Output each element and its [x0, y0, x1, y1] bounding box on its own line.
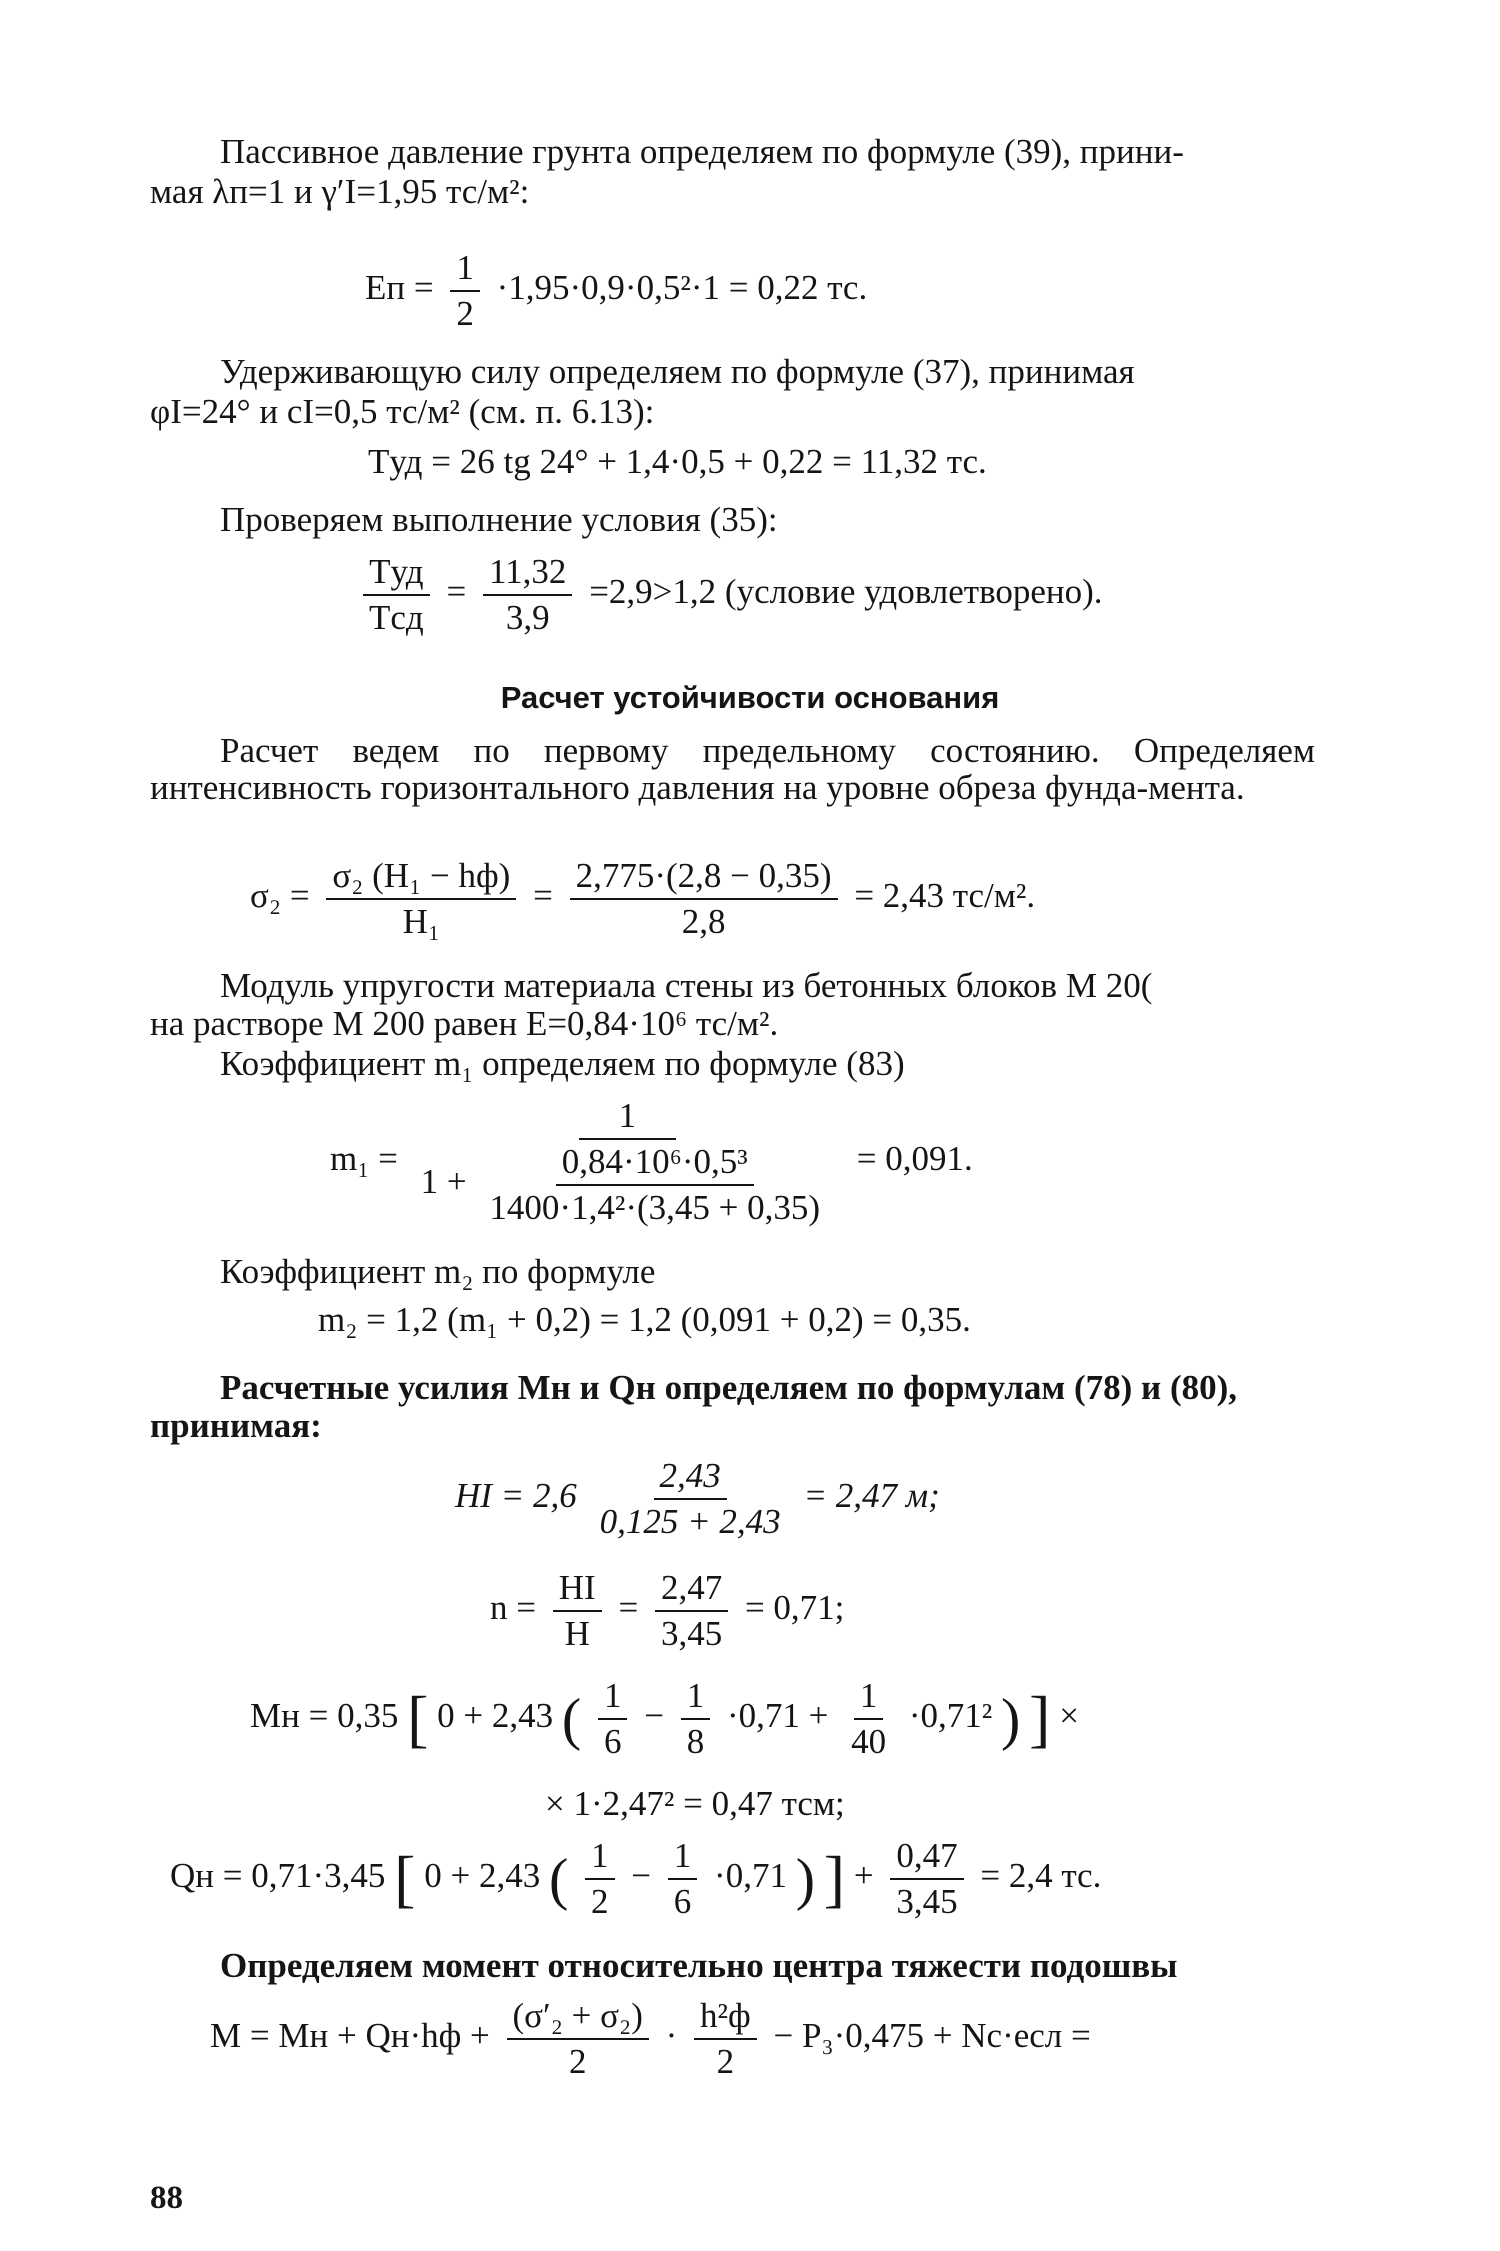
formula-rhs: − P₃·0,475 + Nс·eсл =: [773, 2016, 1091, 2056]
fraction-denominator: Tсд: [369, 598, 424, 637]
fraction: [668, 1836, 698, 1922]
formula-rhs: = 2,47 м;: [803, 1476, 940, 1516]
paragraph-elastic-modulus-line1: Модуль упругости материала стены из бетонных блоков М 20(: [220, 966, 1153, 1005]
formula-lhs: Mн = 0,35: [250, 1696, 399, 1736]
fraction-numerator: h²ф: [694, 1996, 757, 2040]
fraction-numerator: (σ′₂ + σ₂): [507, 1996, 649, 2040]
equals-sign: =: [446, 572, 467, 612]
paragraph-check-condition: Проверяем выполнение условия (35):: [220, 500, 778, 539]
fraction: [694, 1996, 757, 2082]
fraction-numerator: 2,775·(2,8 − 0,35): [570, 856, 838, 900]
formula-m1: [330, 1096, 973, 1228]
formula-lhs: Eп =: [365, 268, 434, 308]
fraction: [483, 552, 572, 638]
paragraph-holding-force-line2: φI=24° и cI=0,5 тс/м² (см. п. 6.13):: [150, 392, 655, 431]
paragraph-holding-force-line1: Удерживающую силу определяем по формуле (37), принимая: [220, 352, 1135, 391]
fraction-numerator: 1: [579, 1096, 677, 1140]
fraction: [585, 1836, 615, 1922]
fraction-denominator: [415, 1140, 840, 1228]
formula-lhs: Qн = 0,71·3,45: [170, 1856, 386, 1896]
paragraph-elastic-modulus-line2: на растворе М 200 равен E=0,84·10⁶ тс/м².: [150, 1004, 779, 1043]
formula-lhs: m₁ =: [330, 1139, 398, 1179]
paragraph-coefficient-m2: Коэффициент m₂ по формуле: [220, 1252, 656, 1291]
paragraph-calculation-intro: Расчет ведем по первому предельному состоянию. Определяем интенсивность горизонтального давления на уровне обреза фунда-мента.: [150, 731, 1315, 807]
fraction-denominator: 6: [673, 1882, 692, 1921]
formula-Mn-continued: × 1·2,47² = 0,47 тсм;: [545, 1784, 845, 1823]
fraction-denominator: 3,9: [505, 598, 550, 637]
formula-rhs: = 0,71;: [744, 1588, 845, 1628]
fraction-denominator: 2,8: [681, 902, 726, 941]
equals-sign: =: [618, 1588, 639, 1628]
fraction: [890, 1836, 963, 1922]
formula-lhs: σ₂ =: [250, 876, 310, 916]
fraction-numerator: HI: [553, 1568, 602, 1612]
fraction-numerator: σ₂ (H₁ − hф): [326, 856, 516, 900]
formula-holding-force: Tуд = 26 tg 24° + 1,4·0,5 + 0,22 = 11,32 тс.: [368, 442, 987, 481]
left-bracket: [: [407, 1683, 429, 1754]
fraction: [450, 248, 480, 334]
left-bracket: [: [394, 1843, 416, 1914]
fraction-denominator: 3,45: [896, 1882, 958, 1921]
formula-lhs: n =: [490, 1588, 536, 1628]
paragraph-passive-pressure-line2: мая λп=1 и γ′I=1,95 тс/м²:: [150, 172, 530, 211]
paragraph-passive-pressure-line1: Пассивное давление грунта определяем по формуле (39), прини-: [220, 132, 1184, 171]
fraction-denominator: 2: [568, 2042, 587, 2081]
inner-fraction: [483, 1142, 826, 1228]
fraction-denominator: 2: [716, 2042, 735, 2081]
fraction: [594, 1456, 787, 1542]
fraction: [326, 856, 516, 942]
fraction: [570, 856, 838, 942]
equals-sign: =: [533, 876, 553, 916]
page-number: 88: [150, 2180, 183, 2216]
formula-m2: m₂ = 1,2 (m₁ + 0,2) = 1,2 (0,091 + 0,2) = 0,35.: [318, 1300, 971, 1339]
fraction-denominator: 0,125 + 2,43: [599, 1502, 781, 1541]
fraction-numerator: Tуд: [363, 552, 429, 596]
formula-rhs: = 2,43 тс/м².: [854, 876, 1036, 916]
left-paren: (: [548, 1846, 569, 1912]
formula-moment: [210, 1996, 1091, 2082]
formula-term: ·0,71 +: [726, 1696, 829, 1736]
fraction: [415, 1096, 840, 1228]
formula-Qn: [170, 1836, 1101, 1922]
fraction-numerator: 1: [681, 1676, 711, 1720]
formula-rhs: ·1,95·0,9·0,5²·1 = 0,22 тс.: [496, 268, 868, 308]
formula-term: 0 + 2,43: [437, 1696, 554, 1736]
paragraph-coefficient-m1: Коэффициент m₁ определяем по формуле (83): [220, 1044, 905, 1083]
fraction: [681, 1676, 711, 1762]
fraction-denominator: 40: [851, 1722, 887, 1761]
formula-term: ·0,71: [714, 1856, 787, 1896]
paragraph-design-forces-line2: принимая:: [150, 1406, 322, 1445]
formula-condition-check: [355, 552, 1103, 638]
fraction-numerator: 0,84·10⁶·0,5³: [556, 1142, 754, 1186]
right-bracket: ]: [823, 1843, 846, 1914]
fraction: [845, 1676, 892, 1762]
fraction-denominator: H₁: [402, 902, 441, 941]
minus-sign: −: [644, 1696, 664, 1736]
formula-n: [490, 1568, 844, 1654]
formula-sigma2: [250, 856, 1035, 942]
fraction-denominator: 2: [591, 1882, 609, 1921]
formula-H1: [455, 1456, 940, 1542]
formula-lhs: HI = 2,6: [455, 1476, 577, 1516]
fraction: [507, 1996, 649, 2082]
paragraph-design-forces-line1: Расчетные усилия Mн и Qн определяем по формулам (78) и (80),: [220, 1368, 1238, 1407]
plus-sign: +: [853, 1856, 874, 1896]
fraction-numerator: 1: [598, 1676, 628, 1720]
multiply-dot: ·: [665, 2016, 678, 2056]
fraction-denominator: 1400·1,4²·(3,45 + 0,35): [489, 1188, 821, 1227]
formula-lhs: M = Mн + Qн·hф +: [210, 2016, 490, 2056]
times-sign: ×: [1059, 1696, 1079, 1736]
minus-sign: −: [631, 1856, 652, 1896]
fraction-numerator: 0,47: [890, 1836, 963, 1880]
formula-passive-pressure: [365, 248, 867, 334]
fraction: [655, 1568, 728, 1654]
section-heading: Расчет устойчивости основания: [500, 680, 1000, 715]
right-paren: ): [795, 1846, 816, 1912]
fraction-numerator: 1: [854, 1676, 884, 1720]
fraction-numerator: 2,47: [655, 1568, 728, 1612]
fraction-denominator: H: [564, 1614, 590, 1653]
one-plus: 1 +: [420, 1162, 467, 1202]
formula-rhs: = 2,4 тс.: [980, 1856, 1102, 1896]
paragraph-moment: Определяем момент относительно центра тяжести подошвы: [220, 1946, 1178, 1985]
fraction-denominator: 3,45: [660, 1614, 723, 1653]
fraction: [598, 1676, 628, 1762]
formula-term: 0 + 2,43: [424, 1856, 541, 1896]
formula-rhs: = 0,091.: [856, 1139, 973, 1179]
fraction: [553, 1568, 602, 1654]
right-paren: ): [1001, 1686, 1021, 1752]
fraction-numerator: 1: [450, 248, 480, 292]
right-bracket: ]: [1029, 1683, 1051, 1754]
fraction-numerator: 1: [585, 1836, 615, 1880]
formula-Mn: [250, 1676, 1079, 1762]
formula-term: ·0,71²: [908, 1696, 993, 1736]
fraction-numerator: 11,32: [483, 552, 572, 596]
fraction-denominator: 8: [686, 1722, 705, 1761]
formula-rhs: =2,9>1,2 (условие удовлетворено).: [589, 572, 1103, 612]
fraction: [363, 552, 430, 638]
fraction-denominator: 6: [603, 1722, 622, 1761]
left-paren: (: [561, 1686, 582, 1752]
fraction-numerator: 2,43: [654, 1456, 727, 1500]
fraction-numerator: 1: [668, 1836, 698, 1880]
fraction-denominator: 2: [456, 294, 474, 333]
